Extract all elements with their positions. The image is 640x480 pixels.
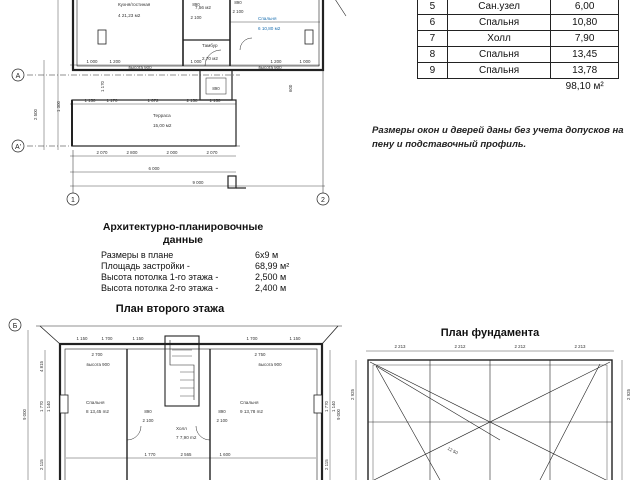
dim-text: 1 200 (270, 59, 282, 64)
room-table-area: 10,80 (551, 15, 619, 31)
room-area: 6 10,80 м2 (258, 26, 281, 31)
dim-text: 890 (144, 409, 152, 414)
axis-label: Б (12, 323, 18, 330)
room-table-name: Спальня (447, 15, 551, 31)
dim-text: 1 700 (246, 336, 258, 341)
dim-text: 1 150 (132, 336, 144, 341)
room-table-area: 6,00 (551, 0, 619, 15)
dim-text: 1 150 (76, 336, 88, 341)
dim-text: 1 150 (84, 98, 96, 103)
arch-data-label: Размеры в плане (101, 250, 174, 260)
dim-text: 1 140 (331, 401, 336, 412)
dim-text: высота 900 (258, 65, 282, 70)
arch-data-label: Площадь застройки - (101, 261, 190, 271)
dim-text: 2 212 (514, 344, 526, 349)
dim-text: 1 770 (39, 401, 44, 412)
dim-text: 12 50 (446, 445, 459, 456)
room-table-num: 5 (418, 0, 448, 15)
axis-label: 1 (71, 197, 75, 204)
room-table-num: 8 (418, 47, 448, 63)
dim-text: 2 000 (166, 150, 178, 155)
room-name: Спальня (258, 16, 277, 21)
dim-text: 1 300 (56, 101, 61, 112)
dim-text: 1 000 (86, 59, 98, 64)
dim-text: 1 770 (324, 401, 329, 412)
axis-label: 2 (321, 197, 325, 204)
dim-text: 2 500 (33, 109, 38, 120)
dim-text: 2 100 (216, 418, 228, 423)
dim-text: 890 (192, 2, 200, 7)
arch-data-title: Архитектурно-планировочные данные (102, 221, 264, 246)
room-table-area: 13,78 (551, 63, 619, 79)
note-text: Размеры окон и дверей даны без учета допусков на пену и подставочный профиль. (372, 125, 624, 150)
room-area: 9 13,78 m2 (240, 409, 263, 414)
dim-text: 1 700 (101, 336, 113, 341)
room-table-area: 7,90 (551, 31, 619, 47)
room-name: Тамбур (202, 43, 218, 48)
dim-text: 890 (234, 0, 242, 5)
room-table-name: Холл (447, 31, 551, 47)
room-name: Спальня (86, 400, 105, 405)
dim-text: 2 100 (232, 9, 244, 14)
dim-text: 2 100 (142, 418, 154, 423)
dim-text: 6 000 (148, 166, 160, 171)
dim-text: 2 750 (254, 352, 266, 357)
dim-text: 1 150 (209, 98, 221, 103)
room-area: 2,70 м2 (202, 56, 218, 61)
dim-text: 2 213 (574, 344, 586, 349)
dim-text: высота 900 (86, 362, 110, 367)
dim-text: 1 770 (144, 452, 156, 457)
dim-text: высота 900 (128, 65, 152, 70)
dim-text: высота 900 (258, 362, 282, 367)
room-table-num: 9 (418, 63, 448, 79)
arch-data-value: 6х9 м (255, 250, 279, 260)
dim-text: 2 070 (96, 150, 108, 155)
dim-text: 1 140 (46, 401, 51, 412)
dim-text: 2 115 (324, 459, 329, 470)
arch-data-label: Высота потолка 2-го этажа - (101, 283, 219, 293)
dim-text: 890 (212, 86, 220, 91)
dim-text: 1 672 (147, 98, 159, 103)
room-area: 4 21,23 м2 (118, 13, 141, 18)
arch-data-label: Высота потолка 1-го этажа - (101, 272, 219, 282)
dim-text: 2 700 (91, 352, 103, 357)
arch-data-value: 2,500 м (255, 272, 287, 282)
dim-text: 1 200 (109, 59, 121, 64)
axis-label: А (15, 73, 21, 80)
dim-text: 1 170 (100, 81, 105, 92)
dim-text: 890 (218, 409, 226, 414)
room-area: 15,00 м2 (153, 123, 172, 128)
foundation-title: План фундамента (440, 327, 540, 339)
room-table-name: Спальня (447, 63, 551, 79)
dim-text: 2 100 (190, 15, 202, 20)
dim-text: 1 150 (289, 336, 301, 341)
room-table-name: Спальня (447, 47, 551, 63)
room-area: 7 7,90 m2 (176, 435, 197, 440)
dim-text: 9 000 (192, 180, 204, 185)
room-area: 7,56 м2 (195, 5, 211, 10)
arch-data-value: 2,400 м (255, 283, 287, 293)
dim-text: 2 565 (180, 452, 192, 457)
dim-text: 2 115 (39, 459, 44, 470)
room-name: Холл (176, 426, 187, 431)
dim-text: 9 000 (336, 409, 341, 420)
dim-text: 1 000 (190, 59, 202, 64)
dim-text: 2 212 (454, 344, 466, 349)
dim-text: 2 213 (394, 344, 406, 349)
room-table-num: 7 (418, 31, 448, 47)
dim-text: 2 925 (626, 389, 631, 400)
room-table-num: 6 (418, 15, 448, 31)
room-name: Спальня (240, 400, 259, 405)
room-name: Кухня/гостиная (118, 2, 151, 7)
dim-text: 2 800 (126, 150, 138, 155)
room-name: Терраса (153, 113, 171, 118)
arch-data-value: 68,99 м² (255, 261, 290, 271)
dim-text: 2 925 (350, 389, 355, 400)
dim-text: 1 170 (106, 98, 118, 103)
dim-text: 600 (288, 84, 293, 92)
dim-text: 1 000 (299, 59, 311, 64)
room-area: 8 13,45 m2 (86, 409, 109, 414)
dim-text: 4 815 (39, 361, 44, 372)
axis-label: А' (14, 144, 22, 151)
dim-text: 9 000 (22, 409, 27, 420)
dim-text: 2 070 (206, 150, 218, 155)
room-table-area: 13,45 (551, 47, 619, 63)
foundation-plan (356, 351, 622, 480)
second-floor-title: План второго этажа (115, 303, 225, 315)
room-table-name: Сан.узел (447, 0, 551, 15)
room-table-total: 98,10 м² (565, 81, 604, 93)
dim-text: 2 158 (186, 98, 198, 103)
dim-text: 1 600 (219, 452, 231, 457)
